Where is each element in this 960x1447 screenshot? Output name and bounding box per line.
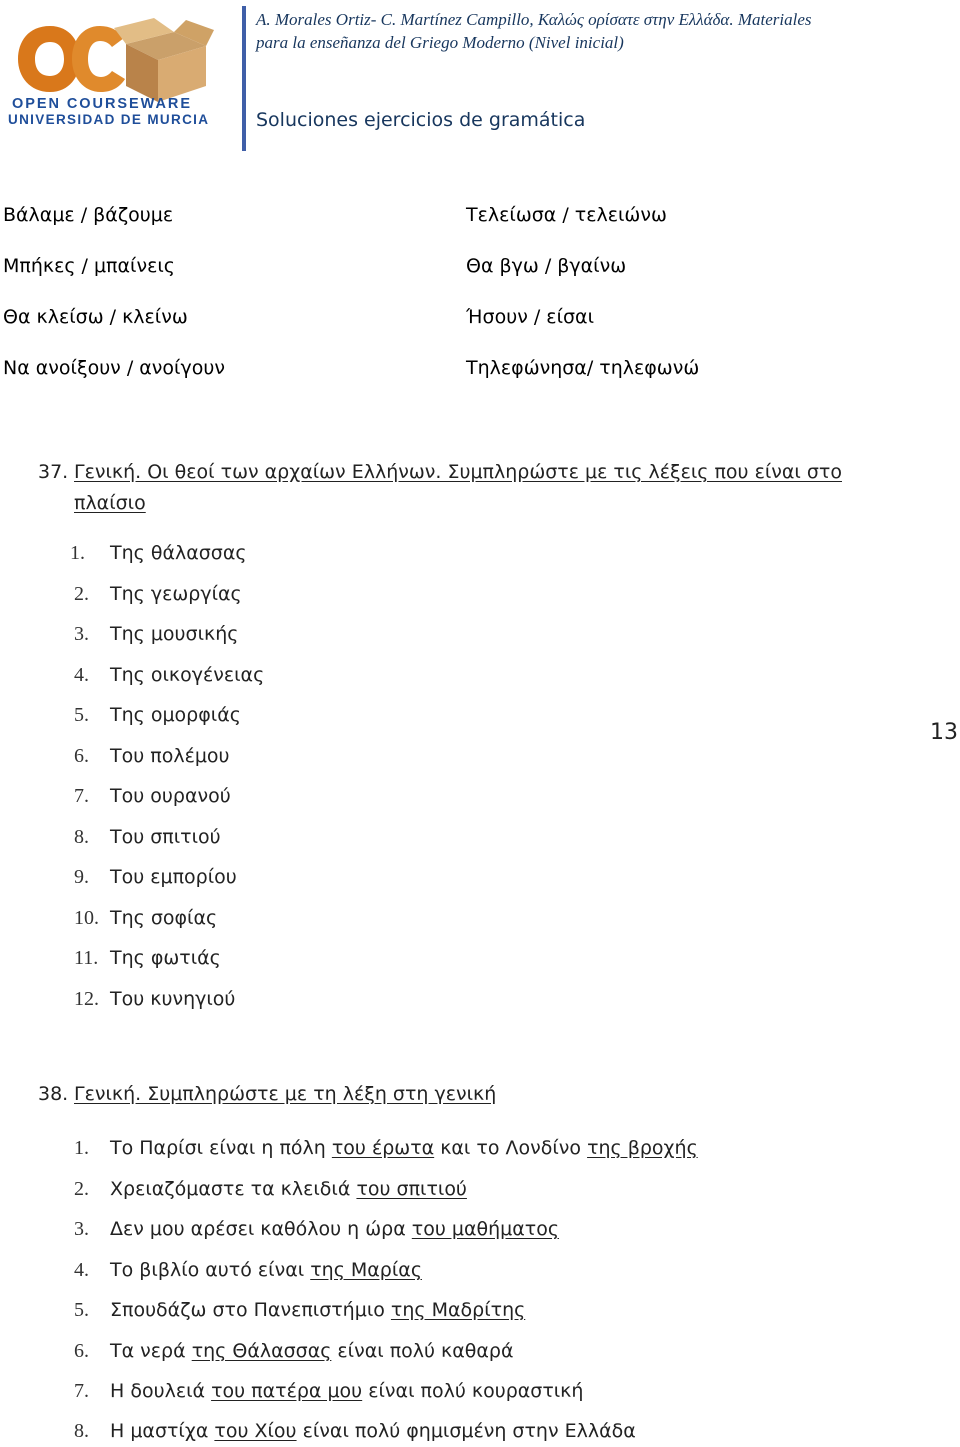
pair-item: Τελείωσα / τελειώνω bbox=[466, 204, 667, 226]
answer: του μαθήματος bbox=[411, 1218, 560, 1240]
item-text bbox=[110, 1340, 514, 1362]
page-title: Soluciones ejercicios de gramática bbox=[256, 109, 586, 131]
sentence-part: είναι πολύ καθαρά bbox=[331, 1340, 514, 1362]
sentence-part: είναι πολύ κουραστική bbox=[362, 1380, 584, 1402]
reference-header bbox=[256, 8, 956, 54]
sentence-part: και το Λονδίνο bbox=[434, 1137, 588, 1159]
reference-line1: A. Morales Ortiz- C. Martínez Campillo, Καλώς ορίσατε στην Ελλάδα. Materiales bbox=[256, 10, 812, 29]
item-text: Του σπιτιού bbox=[110, 826, 221, 848]
sentence-part: Σπουδάζω στο Πανεπιστήμιο bbox=[110, 1299, 391, 1321]
item-text: Της θάλασσας bbox=[110, 542, 247, 564]
item-number: 9. bbox=[74, 866, 89, 888]
item-number: 4. bbox=[74, 664, 89, 686]
page-number: 13 bbox=[930, 720, 958, 745]
item-number: 6. bbox=[74, 745, 89, 767]
answer: του πατέρα μου bbox=[211, 1380, 363, 1402]
item-number: 2. bbox=[74, 583, 89, 605]
item-text bbox=[110, 1299, 525, 1321]
item-text bbox=[110, 1420, 636, 1442]
item-number: 2. bbox=[74, 1178, 89, 1200]
answer: του σπιτιού bbox=[356, 1178, 467, 1200]
exercise-instructions-cont: πλαίσιο bbox=[74, 492, 146, 514]
sentence-part: Η δουλειά bbox=[110, 1380, 212, 1402]
sentence-part: Χρειαζόμαστε τα κλειδιά bbox=[110, 1178, 357, 1200]
item-number: 3. bbox=[74, 1218, 89, 1240]
exercise-37-heading bbox=[38, 457, 842, 519]
item-text: Του ουρανού bbox=[110, 785, 231, 807]
item-number: 7. bbox=[74, 785, 89, 807]
sentence-part: Τα νερά bbox=[110, 1340, 192, 1362]
logo-line1: OPEN COURSEWARE bbox=[12, 96, 190, 112]
logo-line2: UNIVERSIDAD DE MURCIA bbox=[8, 112, 208, 127]
answer: του Χίου bbox=[214, 1420, 297, 1442]
item-text bbox=[110, 1178, 467, 1200]
sentence-part: είναι πολύ φημισμένη στην Ελλάδα bbox=[296, 1420, 636, 1442]
item-number: 6. bbox=[74, 1340, 89, 1362]
answer: της Θάλασσας bbox=[191, 1340, 332, 1362]
item-number: 7. bbox=[74, 1380, 89, 1402]
answer: του έρωτα bbox=[331, 1137, 435, 1159]
answer: της Μαδρίτης bbox=[390, 1299, 526, 1321]
item-text bbox=[110, 1380, 583, 1402]
exercise-instructions: Γενική. Οι θεοί των αρχαίων Ελλήνων. Συμπληρώστε με τις λέξεις που είναι στο bbox=[74, 461, 842, 483]
item-number: 4. bbox=[74, 1259, 89, 1281]
exercise-number: 38. bbox=[38, 1083, 69, 1105]
item-number: 5. bbox=[74, 1299, 89, 1321]
header-rule bbox=[242, 6, 246, 151]
item-number: 10. bbox=[74, 907, 99, 929]
reference-line2: para la enseñanza del Griego Moderno (Nivel inicial) bbox=[256, 33, 624, 52]
item-text: Του κυνηγιού bbox=[110, 988, 236, 1010]
answer: της βροχής bbox=[587, 1137, 698, 1159]
item-text: Της σοφίας bbox=[110, 907, 218, 929]
open-courseware-logo bbox=[6, 14, 218, 132]
pair-item: Ήσουν / είσαι bbox=[466, 306, 594, 328]
exercise-instructions: Γενική. Συμπληρώστε με τη λέξη στη γενική bbox=[74, 1083, 497, 1105]
item-number: 12. bbox=[74, 988, 99, 1010]
item-text: Της μουσικής bbox=[110, 623, 239, 645]
item-text: Του πολέμου bbox=[110, 745, 230, 767]
item-text bbox=[110, 1218, 559, 1240]
sentence-part: Το βιβλίο αυτό είναι bbox=[110, 1259, 311, 1281]
item-number: 8. bbox=[74, 1420, 89, 1442]
item-text: Της φωτιάς bbox=[110, 947, 221, 969]
pair-item: Θα βγω / βγαίνω bbox=[466, 255, 627, 277]
item-number: 3. bbox=[74, 623, 89, 645]
sentence-part: Η μαστίχα bbox=[110, 1420, 215, 1442]
sentence-part: Το Παρίσι είναι η πόλη bbox=[110, 1137, 332, 1159]
item-number: 11. bbox=[74, 947, 99, 969]
sentence-part: Δεν μου αρέσει καθόλου η ώρα bbox=[110, 1218, 412, 1240]
pair-item: Μπήκες / μπαίνεις bbox=[3, 255, 175, 277]
exercise-number: 37. bbox=[38, 461, 69, 483]
exercise-38-heading bbox=[38, 1079, 496, 1110]
item-text: Της γεωργίας bbox=[110, 583, 242, 605]
item-text bbox=[110, 1137, 698, 1159]
answer: της Μαρίας bbox=[310, 1259, 422, 1281]
pair-item: Να ανοίξουν / ανοίγουν bbox=[3, 357, 225, 379]
item-text: Της οικογένειας bbox=[110, 664, 265, 686]
item-text: Της ομορφιάς bbox=[110, 704, 241, 726]
pair-item: Τηλεφώνησα/ τηλεφωνώ bbox=[466, 357, 700, 379]
item-text: Του εμπορίου bbox=[110, 866, 237, 888]
item-number: 1. bbox=[74, 1137, 89, 1159]
pair-item: Βάλαμε / βάζουμε bbox=[3, 204, 174, 226]
item-text bbox=[110, 1259, 422, 1281]
item-number: 8. bbox=[74, 826, 89, 848]
pair-item: Θα κλείσω / κλείνω bbox=[3, 306, 188, 328]
item-number: 5. bbox=[74, 704, 89, 726]
